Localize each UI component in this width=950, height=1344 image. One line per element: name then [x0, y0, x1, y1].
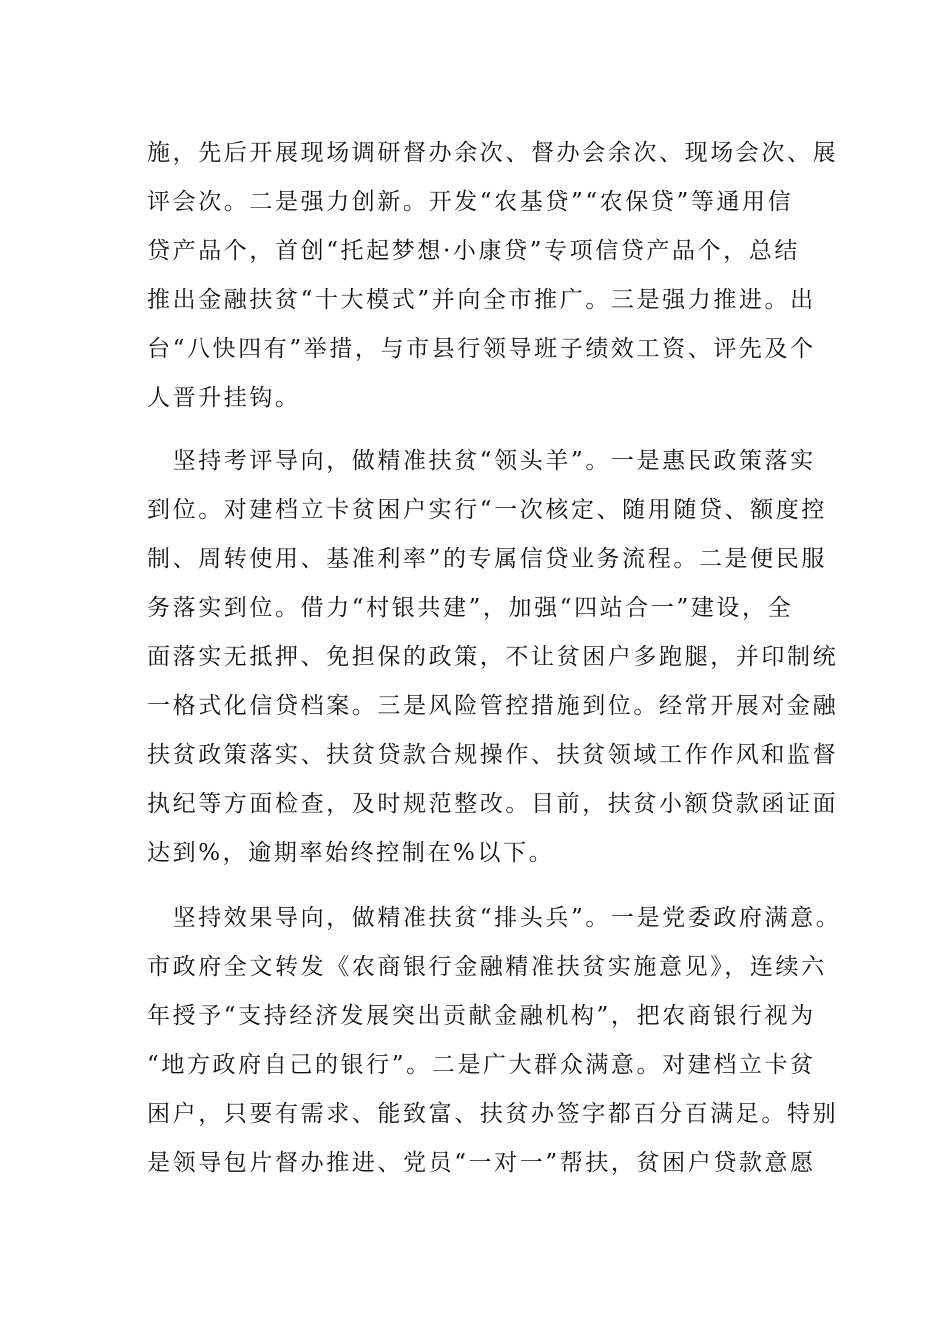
paragraph-line: “地方政府自己的银行”。二是广大群众满意。对建档立卡贫 — [147, 1052, 816, 1078]
paragraph-line: 执纪等方面检查，及时规范整改。目前，扶贫小额贷款函证面 — [147, 791, 839, 817]
paragraph-line: 面落实无抵押、免担保的政策，不让贫困户多跑腿，并印制统 — [147, 644, 839, 670]
paragraph-line: 市政府全文转发《农商银行金融精准扶贫实施意见》，连续六 — [147, 954, 827, 980]
paragraph-line: 达到%，逾期率始终控制在%以下。 — [147, 840, 555, 866]
paragraph-line: 困户，只要有需求、能致富、扶贫办签字都百分百满足。特别 — [147, 1101, 839, 1127]
paragraph-line: 是领导包片督办推进、党员“一对一”帮扶，贫困户贷款意愿 — [147, 1150, 816, 1176]
paragraph-line: 人晋升挂钩。 — [147, 385, 301, 411]
paragraph-line: 评会次。二是强力创新。开发“农基贷”“农保贷”等通用信 — [147, 189, 794, 215]
paragraph-line: 坚持考评导向，做精准扶贫“领头羊”。一是惠民政策落实 — [147, 448, 816, 474]
paragraph-line: 年授予“支持经济发展突出贡献金融机构”，把农商银行视为 — [147, 1003, 816, 1029]
paragraph-line: 一格式化信贷档案。三是风险管控措施到位。经常开展对金融 — [147, 693, 839, 719]
paragraph-line: 贷产品个，首创“托起梦想·小康贷”专项信贷产品个，总结 — [147, 238, 801, 264]
paragraph-line: 扶贫政策落实、扶贫贷款合规操作、扶贫领域工作作风和监督 — [147, 742, 839, 768]
paragraph-line: 推出金融扶贫“十大模式”并向全市推广。三是强力推进。出 — [147, 287, 816, 313]
paragraph-line: 务落实到位。借力“村银共建”，加强“四站合一”建设，全 — [147, 595, 794, 621]
paragraph-line: 制、周转使用、基准利率”的专属信贷业务流程。二是便民服 — [147, 546, 827, 572]
paragraph-line: 坚持效果导向，做精准扶贫“排头兵”。一是党委政府满意。 — [147, 905, 842, 931]
paragraph-line: 施，先后开展现场调研督办余次、督办会余次、现场会次、展 — [147, 140, 839, 166]
paragraph-line: 台“八快四有”举措，与市县行领导班子绩效工资、评先及个 — [147, 336, 816, 362]
paragraph-line: 到位。对建档立卡贫困户实行“一次核定、随用随贷、额度控 — [147, 497, 827, 523]
